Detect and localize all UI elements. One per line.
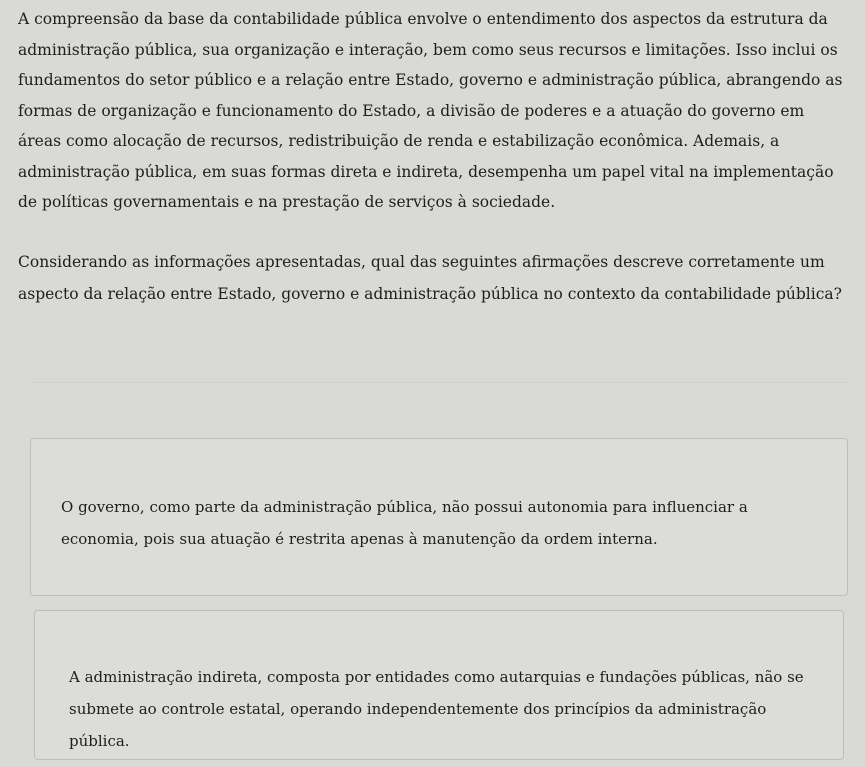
answer-option-a-text: O governo, como parte da administração pública, não possui autonomia para influenciar a economia, pois sua atuação é restrita apenas à manutenção da ordem interna. xyxy=(61,498,748,548)
answer-option-a[interactable] xyxy=(30,438,848,596)
answer-option-b[interactable] xyxy=(34,610,844,760)
divider xyxy=(30,382,850,383)
passage-text: A compreensão da base da contabilidade pública envolve o entendimento dos aspectos da estrutura da administração pública, sua organização e interação, bem como seus recursos e limitações. Isso inclui os fundamentos do setor público e a relação entre Estado, governo e administração pública, abrangendo as formas de organização e funcionamento do Estado, a divisão de poderes e a atuação do governo em áreas como alocação de recursos, redistribuição de renda e estabilização econômica. Ademais, a administração pública, em suas formas direta e indireta, desempenha um papel vital na implementação de políticas governamentais e na prestação de serviços à sociedade. xyxy=(18,10,843,211)
question-text: Considerando as informações apresentadas, qual das seguintes afirmações descreve corretamente um aspecto da relação entre Estado, governo e administração pública no contexto da contabilidade pública? xyxy=(18,253,842,303)
answer-option-b-text: A administração indireta, composta por entidades como autarquias e fundações públicas, não se submete ao controle estatal, operando independentemente dos princípios da administração pública. xyxy=(69,668,804,750)
